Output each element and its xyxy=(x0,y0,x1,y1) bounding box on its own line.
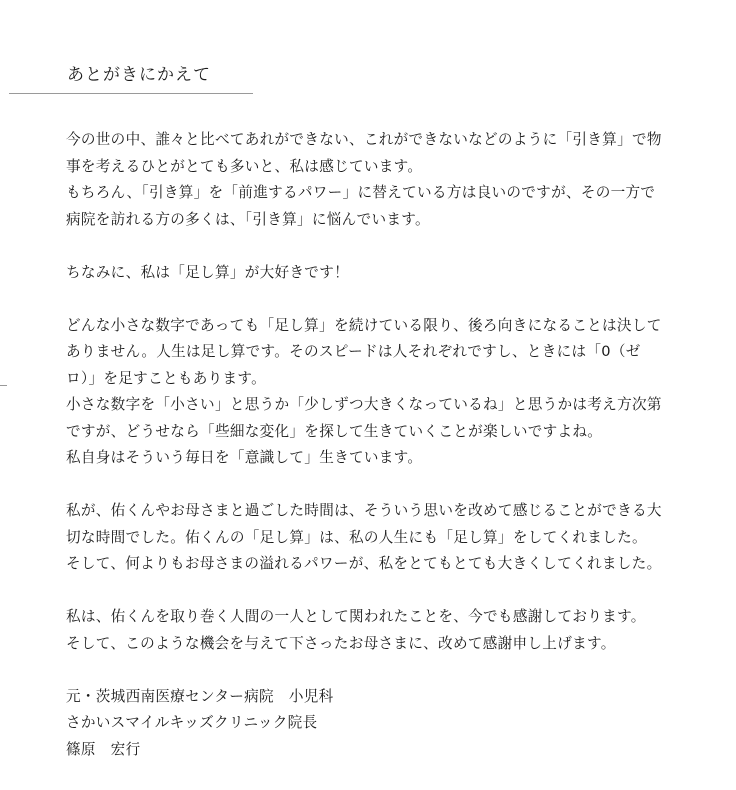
text-line: 私が、佑くんやお母さまと過ごした時間は、そういう思いを改めて感じることができる大 xyxy=(66,502,662,519)
paragraph-3 xyxy=(66,313,726,472)
margin-tick-mark xyxy=(0,385,7,386)
title-underline xyxy=(9,93,253,94)
signature-affiliation-current: さかいスマイルキッズクリニック院長 xyxy=(66,714,318,731)
text-line: 事を考えるひとがとても多いと、私は感じています。 xyxy=(66,157,423,175)
paragraph-5 xyxy=(66,604,726,657)
paragraph-2 xyxy=(66,260,726,287)
text-line: ありません。人生は足し算です。そのスピードは人それぞれですし、ときには「0（ゼ xyxy=(66,343,641,360)
text-line: そして、何よりもお母さまの溢れるパワーが、私をとてもとても大きくしてくれました。 xyxy=(66,555,662,572)
signature-affiliation-former: 元・茨城西南医療センター病院 小児科 xyxy=(66,687,334,705)
text-line: どんな小さな数字であっても「足し算」を続けている限り、後ろ向きになることは決して xyxy=(66,316,662,334)
signature-block xyxy=(66,684,726,764)
afterword-body xyxy=(66,127,726,790)
text-line: 病院を訪れる方の多くは、「引き算」に悩んでいます。 xyxy=(66,210,430,228)
text-line: 小さな数字を「小さい」と思うか「少しずつ大きくなっているね」と思うかは考え方次第 xyxy=(66,396,662,413)
text-line: 私自身はそういう毎日を「意識して」生きています。 xyxy=(66,449,423,466)
text-line: ロ）」を足すこともあります。 xyxy=(66,369,267,387)
signature-name: 篠原 宏行 xyxy=(66,740,141,758)
text-line: 今の世の中、誰々と比べてあれができない、これができないなどのように「引き算」で物 xyxy=(66,131,662,148)
text-line: 切な時間でした。佑くんの「足し算」は、私の人生にも「足し算」をしてくれました。 xyxy=(66,528,647,546)
text-line: そして、このような機会を与えて下さったお母さまに、改めて感謝申し上げます。 xyxy=(66,634,616,652)
text-line: ちなみに、私は「足し算」が大好きです！ xyxy=(66,263,349,281)
page-title: あとがきにかえて xyxy=(67,65,211,85)
paragraph-1 xyxy=(66,127,726,233)
paragraph-4 xyxy=(66,498,726,578)
text-line: ですが、どうせなら「些細な変化」を探して生きていくことが楽しいですよね。 xyxy=(66,422,603,440)
text-line: もちろん、「引き算」を「前進するパワー」に替えている方は良いのですが、その一方で xyxy=(66,184,656,201)
text-line: 私は、佑くんを取り巻く人間の一人として関われたことを、今でも感謝しております。 xyxy=(66,608,646,625)
